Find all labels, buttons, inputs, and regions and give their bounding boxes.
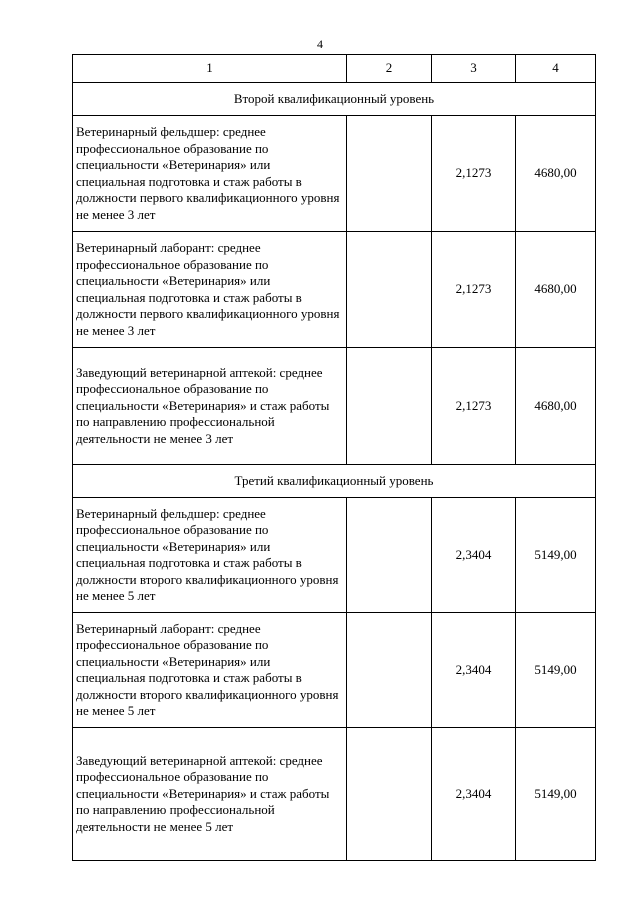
- position-description: Ветеринарный лаборант: среднее профессиональное образование по специальности «Ветеринария» или специальная подготовка и стаж работы в должности первого квалификационного уровня не менее 3 лет: [73, 232, 347, 348]
- table-row: [73, 498, 596, 613]
- qualification-table: [72, 54, 596, 861]
- salary-cell: 5149,00: [516, 613, 596, 728]
- coefficient-cell: 2,3404: [432, 613, 516, 728]
- salary-cell: 5149,00: [516, 728, 596, 861]
- position-description: Ветеринарный фельдшер: среднее профессиональное образование по специальности «Ветеринария» или специальная подготовка и стаж работы в должности второго квалификационного уровня не менее 5 лет: [73, 498, 347, 613]
- coefficient-cell: 2,1273: [432, 232, 516, 348]
- empty-cell: [347, 613, 432, 728]
- position-description: Заведующий ветеринарной аптекой: среднее профессиональное образование по специальности «Ветеринария» и стаж работы по направлению профессиональной деятельности не менее 3 лет: [73, 348, 347, 465]
- empty-cell: [347, 232, 432, 348]
- column-header: 1: [73, 55, 347, 83]
- section-row: [73, 83, 596, 116]
- empty-cell: [347, 116, 432, 232]
- table-row: [73, 613, 596, 728]
- position-description: Заведующий ветеринарной аптекой: среднее профессиональное образование по специальности «Ветеринария» и стаж работы по направлению профессиональной деятельности не менее 5 лет: [73, 728, 347, 861]
- salary-cell: 4680,00: [516, 232, 596, 348]
- empty-cell: [347, 498, 432, 613]
- table-row: [73, 116, 596, 232]
- salary-cell: 5149,00: [516, 498, 596, 613]
- column-header: 3: [432, 55, 516, 83]
- section-title: Третий квалификационный уровень: [73, 465, 596, 498]
- column-header: 4: [516, 55, 596, 83]
- page-number: 4: [317, 37, 323, 51]
- position-description: Ветеринарный лаборант: среднее профессиональное образование по специальности «Ветеринария» или специальная подготовка и стаж работы в должности второго квалификационного уровня не менее 5 лет: [73, 613, 347, 728]
- section-row: [73, 465, 596, 498]
- empty-cell: [347, 728, 432, 861]
- table-row: [73, 232, 596, 348]
- coefficient-cell: 2,3404: [432, 728, 516, 861]
- section-title: Второй квалификационный уровень: [73, 83, 596, 116]
- position-description: Ветеринарный фельдшер: среднее профессиональное образование по специальности «Ветеринария» или специальная подготовка и стаж работы в должности первого квалификационного уровня не менее 3 лет: [73, 116, 347, 232]
- salary-cell: 4680,00: [516, 116, 596, 232]
- coefficient-cell: 2,3404: [432, 498, 516, 613]
- coefficient-cell: 2,1273: [432, 348, 516, 465]
- empty-cell: [347, 348, 432, 465]
- table-row: [73, 728, 596, 861]
- salary-cell: 4680,00: [516, 348, 596, 465]
- column-header: 2: [347, 55, 432, 83]
- table-header-row: [73, 55, 596, 83]
- coefficient-cell: 2,1273: [432, 116, 516, 232]
- table-row: [73, 348, 596, 465]
